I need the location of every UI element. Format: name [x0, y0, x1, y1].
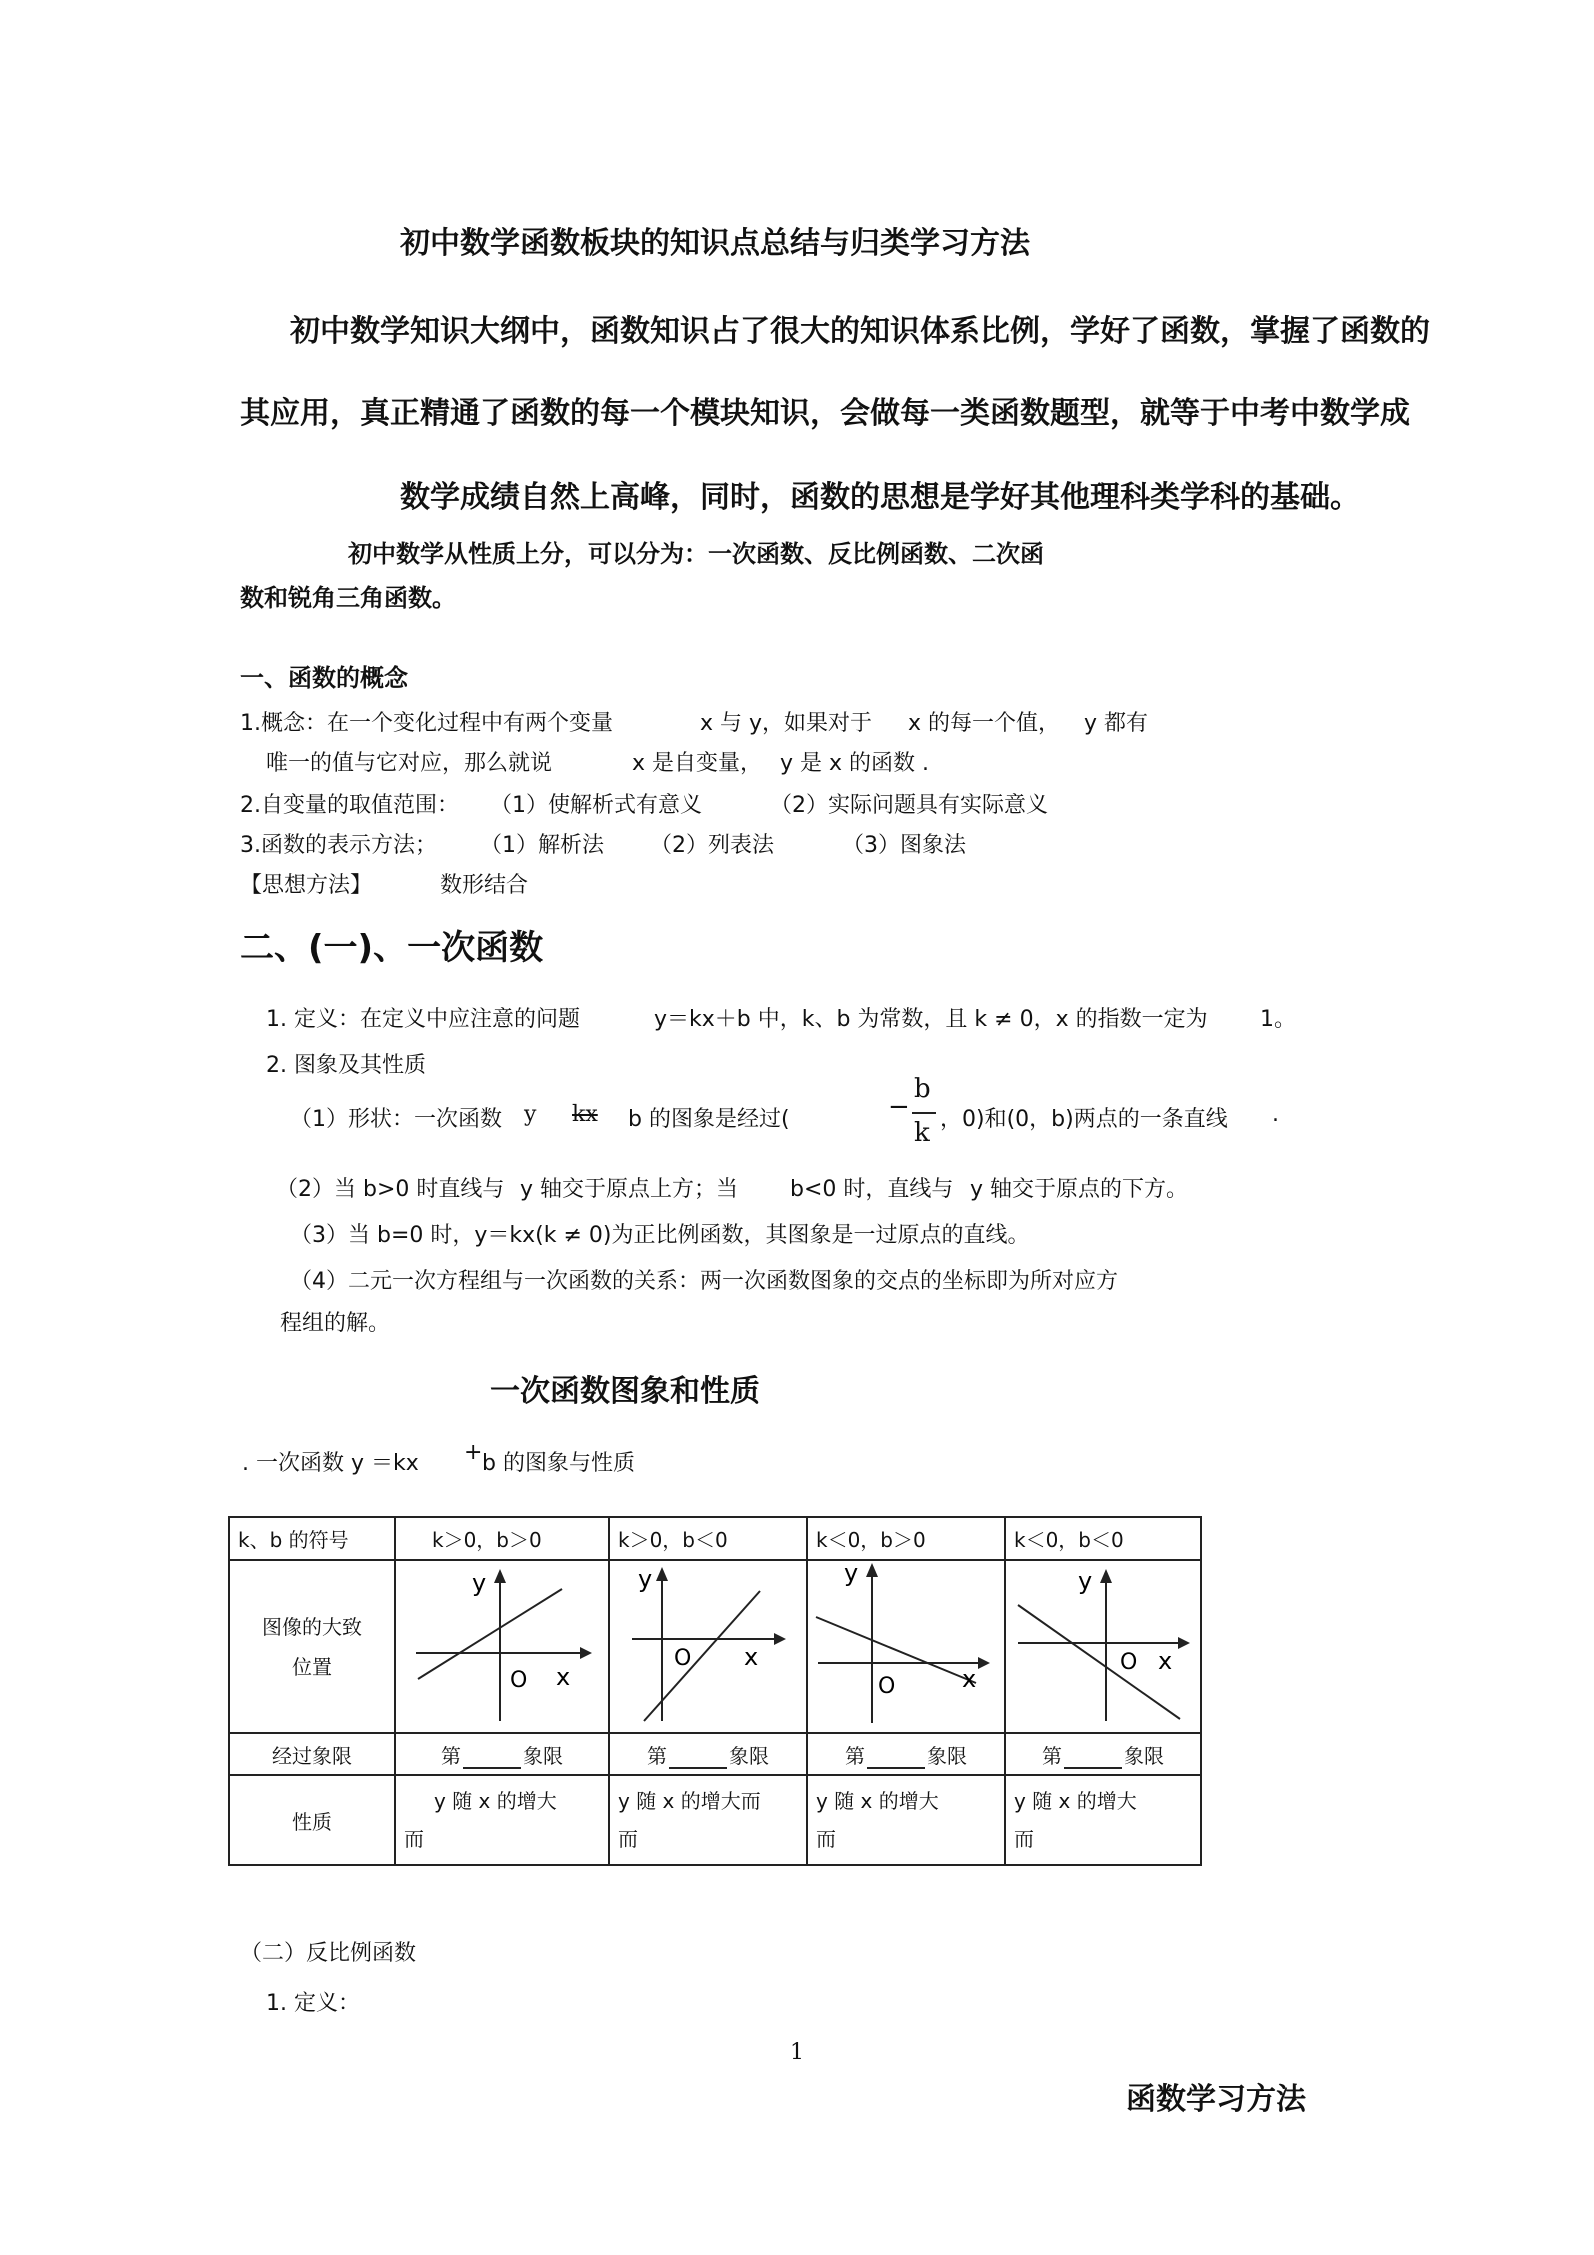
- svg-text:x: x: [1158, 1647, 1173, 1675]
- svg-text:x: x: [744, 1643, 759, 1671]
- intro-line-2: 其应用，真正精通了函数的每一个模块知识，会做每一类函数题型，就等于中考中数学成: [240, 396, 1410, 431]
- table-col-header-2: k＞0，b＜0: [609, 1517, 807, 1560]
- table-quadrant-label: 经过象限: [229, 1733, 395, 1775]
- intro-line-3: 数学成绩自然上高峰，同时，函数的思想是学好其他理科类学科的基础。: [400, 480, 1360, 515]
- inverse-definition: 1. 定义：: [266, 1991, 360, 2016]
- concept-text-e: 唯一的值与它对应，那么就说: [266, 751, 553, 776]
- graph-cell-4: [1005, 1560, 1201, 1733]
- linear-definition-a: 1. 定义：在定义中应注意的问题: [266, 1007, 580, 1032]
- representation-d: （3）图象法: [842, 833, 966, 858]
- svg-text:x: x: [556, 1663, 571, 1691]
- graph-section-heading: 一次函数图象和性质: [490, 1374, 760, 1409]
- svg-text:y: y: [844, 1561, 859, 1587]
- shape-text-y: y: [524, 1102, 537, 1127]
- intro-line-1: 初中数学知识大纲中，函数知识占了很大的知识体系比例，学好了函数，掌握了函数的: [290, 314, 1430, 349]
- concept-text-b: x 与 y，如果对于: [700, 711, 873, 736]
- thinking-method-value: 数形结合: [440, 873, 529, 898]
- direct-proportion-text: （3）当 b=0 时，y＝kx(k ≠ 0)为正比例函数，其图象是一过原点的直线。: [290, 1223, 1030, 1248]
- table-col-header-1: k＞0，b＞0: [395, 1517, 609, 1560]
- shape-text-kx: kx: [572, 1102, 598, 1127]
- domain-range-a: 2.自变量的取值范围：: [240, 793, 459, 818]
- graph-cell-1: [395, 1560, 609, 1733]
- fraction-bar: [912, 1112, 936, 1114]
- quadrant-cell-1: 第 象限: [395, 1733, 609, 1775]
- intercept-text-a: （2）当 b>0 时直线与: [276, 1177, 505, 1202]
- thinking-method-label: 【思想方法】: [240, 873, 373, 898]
- fraction-denominator: k: [914, 1118, 930, 1148]
- domain-range-c: （2）实际问题具有实际意义: [770, 793, 1048, 818]
- table-quadrant-row: [229, 1733, 1201, 1775]
- equation-relation-a: （4）二元一次方程组与一次函数的关系：两一次函数图象的交点的坐标即为所对应方: [290, 1269, 1118, 1294]
- property-cell-2: y 随 x 的增大而 而: [609, 1775, 807, 1865]
- table-image-row: [229, 1560, 1201, 1733]
- graph-k-pos-b-pos: [396, 1561, 606, 1727]
- shape-text-dot: .: [1272, 1102, 1279, 1127]
- table-header-label: k、b 的符号: [229, 1517, 395, 1560]
- representation-a: 3.函数的表示方法；: [240, 833, 437, 858]
- graph-cell-2: [609, 1560, 807, 1733]
- intercept-text-d: y 轴交于原点的下方。: [970, 1177, 1189, 1202]
- quadrant-cell-4: 第 象限: [1005, 1733, 1201, 1775]
- intercept-text-b: y 轴交于原点上方；当: [520, 1177, 739, 1202]
- table-property-row: [229, 1775, 1201, 1865]
- svg-text:O: O: [674, 1646, 692, 1671]
- section-2-heading: 二、(一)、一次函数: [240, 928, 544, 968]
- property-cell-3: y 随 x 的增大 而: [807, 1775, 1005, 1865]
- classify-line-2: 数和锐角三角函数。: [240, 584, 456, 612]
- graph-k-neg-b-pos: [808, 1561, 1002, 1727]
- table-caption-a: . 一次函数 y ＝kx: [242, 1451, 419, 1476]
- representation-b: （1）解析法: [480, 833, 604, 858]
- fraction-numerator: b: [914, 1074, 931, 1104]
- shape-text-b: b 的图象是经过(: [628, 1107, 790, 1132]
- graph-k-pos-b-neg: [610, 1561, 804, 1727]
- svg-text:y: y: [638, 1565, 653, 1593]
- classify-line-1: 初中数学从性质上分，可以分为：一次函数、反比例函数、二次函: [348, 540, 1044, 568]
- concept-text-a: 1.概念：在一个变化过程中有两个变量: [240, 711, 613, 736]
- linear-definition-b: y＝kx＋b 中，k、b 为常数，且 k ≠ 0，x 的指数一定为: [654, 1007, 1208, 1032]
- property-cell-4: y 随 x 的增大 而: [1005, 1775, 1201, 1865]
- svg-text:O: O: [878, 1674, 896, 1699]
- svg-text:O: O: [510, 1668, 528, 1693]
- svg-text:y: y: [472, 1569, 487, 1597]
- svg-text:O: O: [1120, 1650, 1138, 1675]
- intercept-text-c: b<0 时，直线与: [790, 1177, 954, 1202]
- concept-text-g: y 是 x 的函数 .: [780, 751, 930, 776]
- page-title: 初中数学函数板块的知识点总结与归类学习方法: [400, 226, 1030, 261]
- graph-props-title: 2. 图象及其性质: [266, 1053, 426, 1078]
- quadrant-cell-2: 第 象限: [609, 1733, 807, 1775]
- concept-text-f: x 是自变量，: [632, 751, 763, 776]
- property-cell-1: y 随 x 的增大 而: [395, 1775, 609, 1865]
- table-header-row: [229, 1517, 1201, 1560]
- domain-range-b: （1）使解析式有意义: [490, 793, 702, 818]
- graph-k-neg-b-neg: [1006, 1561, 1198, 1727]
- linear-function-table: [228, 1516, 1202, 1866]
- table-property-label: 性质: [229, 1775, 395, 1865]
- concept-text-d: y 都有: [1084, 711, 1149, 736]
- section-3-heading: （二）反比例函数: [240, 1941, 417, 1966]
- concept-text-c: x 的每一个值，: [908, 711, 1061, 736]
- footer-title: 函数学习方法: [1126, 2082, 1306, 2117]
- section-1-heading: 一、函数的概念: [240, 664, 408, 692]
- quadrant-cell-3: 第 象限: [807, 1733, 1005, 1775]
- svg-text:x: x: [962, 1665, 977, 1693]
- equation-relation-b: 程组的解。: [280, 1311, 391, 1336]
- table-caption-b: b 的图象与性质: [482, 1451, 635, 1476]
- table-caption-plus: +: [464, 1440, 483, 1465]
- table-image-label: 图像的大致 位置: [229, 1560, 395, 1733]
- table-col-header-4: k＜0，b＜0: [1005, 1517, 1201, 1560]
- table-col-header-3: k＜0，b＞0: [807, 1517, 1005, 1560]
- graph-cell-3: [807, 1560, 1005, 1733]
- shape-text-a: （1）形状：一次函数: [290, 1107, 502, 1132]
- fraction-minus: −: [888, 1092, 910, 1122]
- representation-c: （2）列表法: [650, 833, 774, 858]
- page-number: 1: [790, 2040, 804, 2065]
- svg-text:y: y: [1078, 1567, 1093, 1595]
- linear-definition-c: 1。: [1260, 1007, 1296, 1032]
- shape-text-c: ，0)和(0，b)两点的一条直线: [940, 1107, 1228, 1132]
